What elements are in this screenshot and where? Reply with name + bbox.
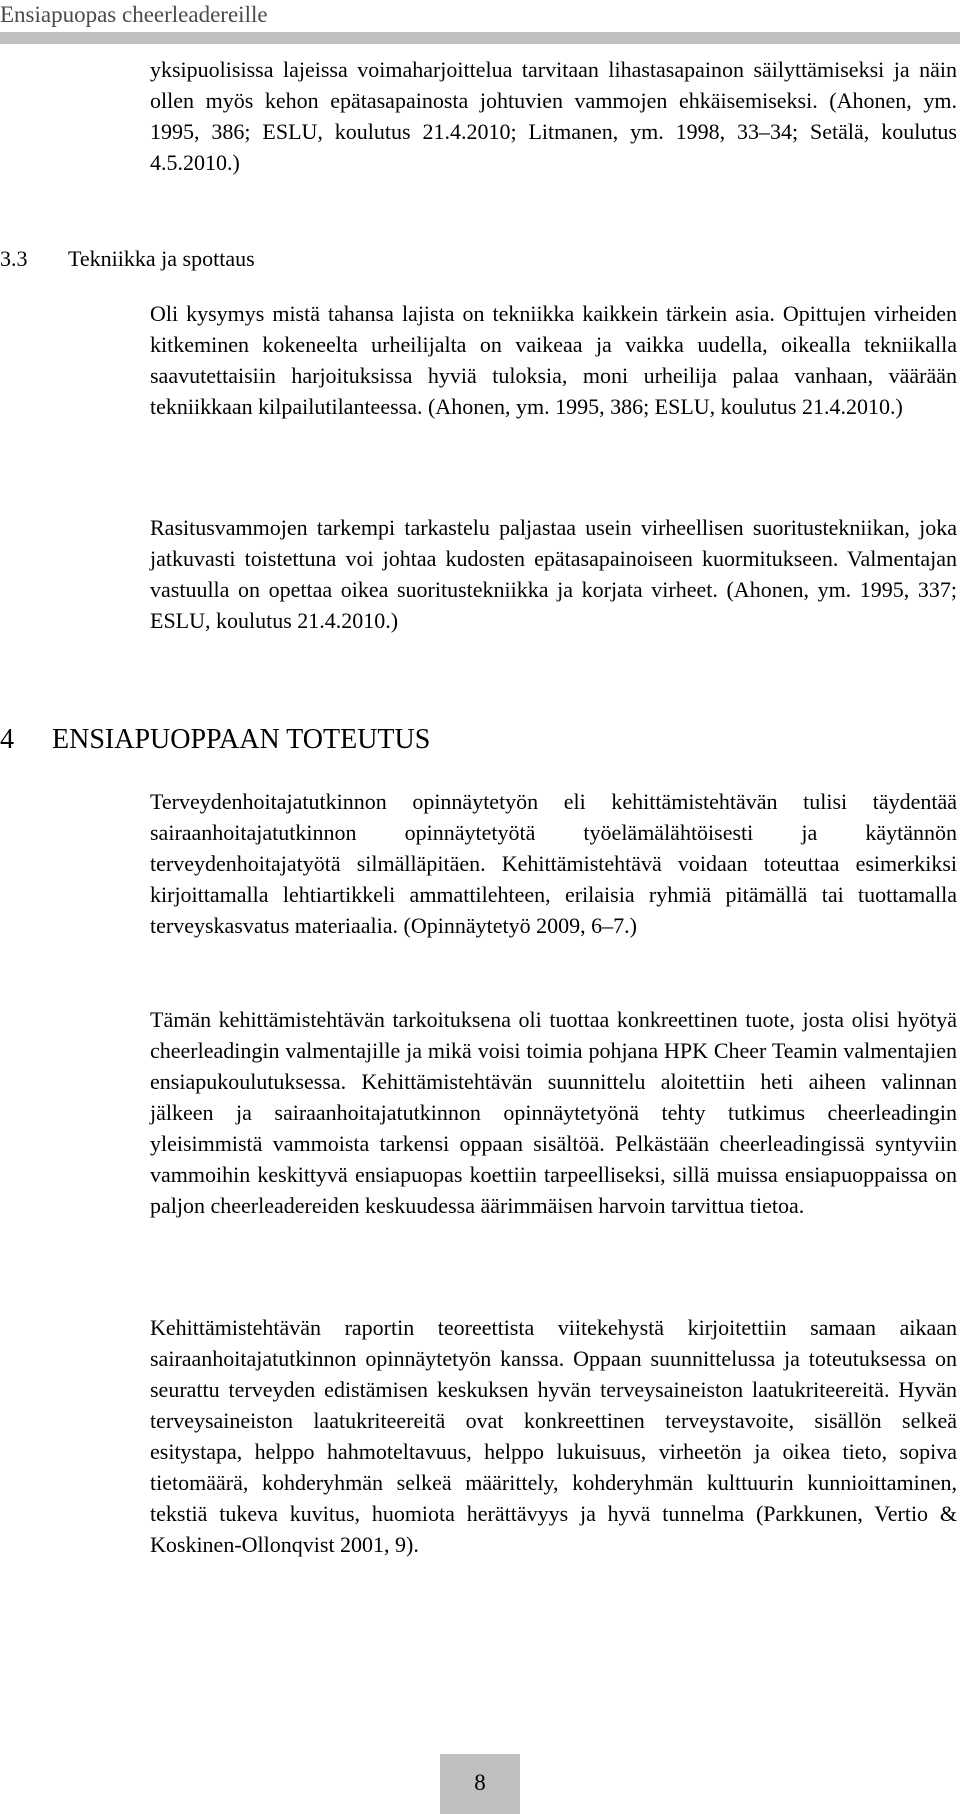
section-4-paragraph-2: Tämän kehittämistehtävän tarkoituksena oli tuottaa konkreettinen tuote, josta olisi hyötyä cheerleadingin valmentajille ja mikä voisi toimia pohjana HPK Cheer Teamin valmentajien ensiapukoulutuksessa. Kehittämistehtävän suunnittelu aloitettiin heti aiheen valinnan jälkeen ja sairaanhoitajatutkinnon opinnäytetyönä tehty tutkimus cheerleadingin yleisimmistä vammoista tarkensi oppaan sisältöä. Pelkästään cheerleadingissä syntyviin vammoihin keskittyvä ensiapuopas koettiin tarpeelliseksi, sillä muissa ensiapuoppaissa on paljon cheerleadereiden keskuudessa äärimmäisen harvoin tarvittua tietoa.: [150, 1007, 957, 1218]
section-3-3-paragraph-2: Rasitusvammojen tarkempi tarkastelu paljastaa usein virheellisen suoritustekniikan, joka jatkuvasti toistettuna voi johtaa kudosten epätasapainoiseen kuormitukseen. Valmentajan vastuulla on opettaa oikea suoritustekniikka ja korjata virheet. (Ahonen, ym. 1995, 337; ESLU, koulutus 21.4.2010.): [150, 515, 957, 633]
intro-paragraph: yksipuolisissa lajeissa voimaharjoittelua tarvitaan lihastasapainon säilyttämiseksi ja näin ollen myös kehon epätasapainosta johtuvien vammojen ehkäisemiseksi. (Ahonen, ym. 1995, 386; ESLU, koulutus 21.4.2010; Litmanen, ym. 1998, 33–34; Setälä, koulutus 4.5.2010.): [150, 57, 957, 175]
section-3-3-paragraph-1: Oli kysymys mistä tahansa lajista on tekniikka kaikkein tärkein asia. Opittujen virheiden kitkeminen kokeneelta urheilijalta on vaikeaa ja vaikka uudella, oikealla tekniikalla saavutettaisiin harjoituksissa hyviä tuloksia, moni urheilija palaa vanhaan, väärään tekniikkaan kilpailutilanteessa. (Ahonen, ym. 1995, 386; ESLU, koulutus 21.4.2010.): [150, 301, 957, 419]
section-4-title: ENSIAPUOPPAAN TOTEUTUS: [52, 724, 431, 755]
page-number-box: [440, 1754, 520, 1814]
section-4-heading: [0, 723, 430, 757]
section-4-number: 4: [0, 724, 14, 755]
section-4-paragraph-1: Terveydenhoitajatutkinnon opinnäytetyön eli kehittämistehtävän tulisi täydentää sairaanhoitajatutkinnon opinnäytetyötä työelämälähtöisesti ja käytännön terveydenhoitajatyötä silmälläpitäen. Kehittämistehtävä voidaan toteuttaa esimerkiksi kirjoittamalla lehtiartikkeli ammattilehteen, erilaisia ryhmiä pitämällä tai tuottamalla terveyskasvatus materiaalia. (Opinnäytetyö 2009, 6–7.): [150, 789, 957, 938]
section-3-3-heading: [0, 243, 255, 274]
document-title: Ensiapuopas cheerleadereille: [0, 2, 268, 27]
section-3-3-title: Tekniikka ja spottaus: [68, 246, 255, 271]
section-4-paragraph-3: Kehittämistehtävän raportin teoreettista viitekehystä kirjoitettiin samaan aikaan sairaanhoitajatutkinnon opinnäytetyön kanssa. Oppaan suunnittelussa ja toteutuksessa on seurattu terveyden edistämisen keskuksen hyvän terveysaineiston laatukriteereitä. Hyvän terveysaineiston laatukriteereitä ovat konkreettinen terveystavoite, sisällön selkeä esitystapa, helppo hahmoteltavuus, helppo lukuisuus, virheetön ja oikea tieto, sopiva tietomäärä, kohderyhmän selkeä määrittely, kohderyhmän kulttuurin kunnioittaminen, tekstiä tukeva kuvitus, huomiota herättävyys ja hyvä tunnelma (Parkkunen, Vertio & Koskinen-Ollonqvist 2001, 9).: [150, 1315, 957, 1557]
page-number: 8: [474, 1770, 486, 1795]
page-header: [0, 0, 960, 45]
section-3-3-number: 3.3: [0, 246, 28, 271]
header-rule: [0, 32, 960, 44]
